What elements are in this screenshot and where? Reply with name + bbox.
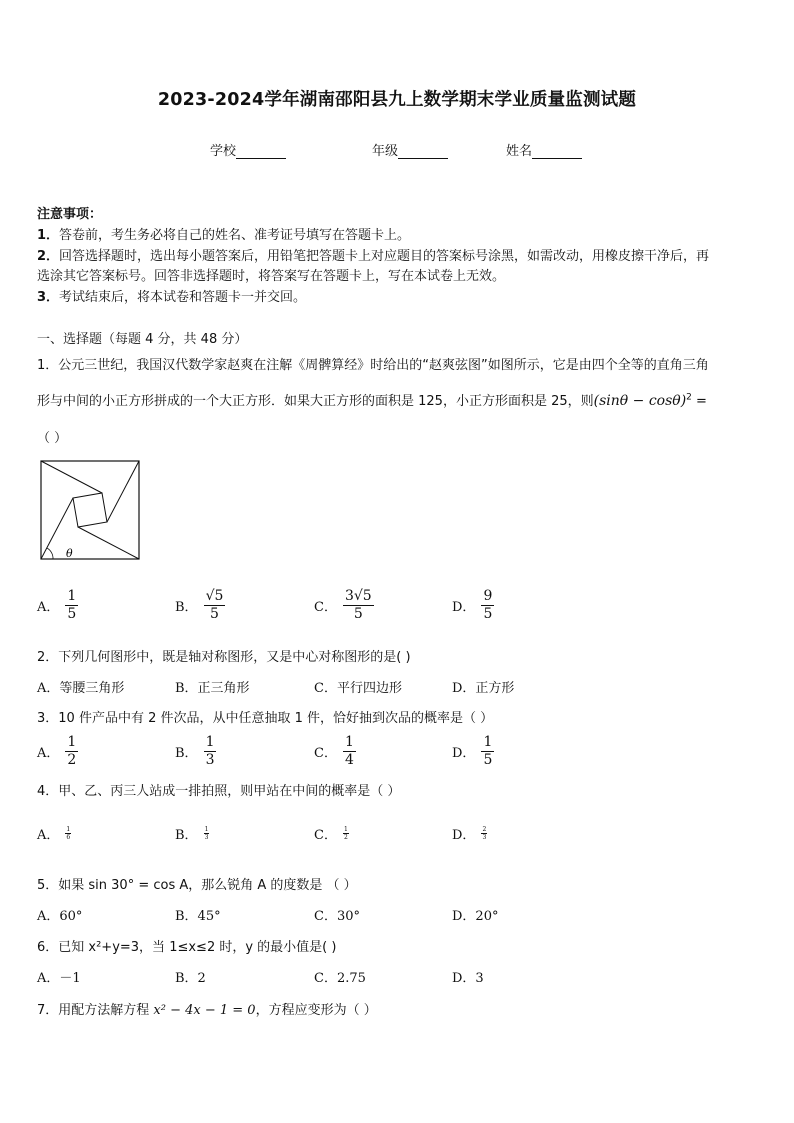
q5-option-d[interactable]: D．20° [452,909,499,924]
fraction [65,826,71,841]
q6-stem: 6．已知 x²+y=3，当 1≤x≤2 时，y 的最小值是( ) [37,940,337,955]
grade-blank[interactable] [398,144,448,159]
fraction [204,734,217,769]
q3-stem: 3．10 件产品中有 2 件次品，从中任意抽取 1 件，恰好抽到次品的概率是（ ） [37,711,494,726]
q2-option-b[interactable]: B．正三角形 [175,681,250,696]
q5-option-c[interactable]: C．30° [314,909,360,924]
note-3-text: 考试结束后，将本试卷和答题卡一并交回。 [59,290,307,305]
option-label: A． [37,600,60,615]
numerator: 1 [483,734,493,750]
option-label: D． [452,600,476,615]
q1-line-2 [37,390,707,409]
q4-option-a[interactable] [37,824,71,843]
fraction [481,734,494,769]
q1-option-c[interactable] [314,588,374,623]
q5-stem: 5．如果 sin 30° = cos A，那么锐角 A 的度数是 （ ） [37,878,357,893]
q2-option-d[interactable]: D．正方形 [452,681,515,696]
option-label: D． [452,746,476,761]
option-label: C． [314,600,337,615]
option-label: A． [37,746,60,761]
q3-option-b[interactable] [175,734,216,769]
section-heading: 一、选择题（每题 4 分，共 48 分） [37,332,248,347]
numerator: 1 [344,734,354,750]
notes-heading: 注意事项： [37,207,103,222]
q4-option-b[interactable] [175,824,209,843]
q6-option-a[interactable]: A．－1 [37,971,81,986]
numerator: √5 [205,588,224,604]
fraction [343,734,356,769]
note-2-text: 回答选择题时，选出每小题答案后，用铅笔把答题卡上对应题目的答案标号涂黑，如需改动，用橡皮擦干净后，再 [59,249,710,264]
q7-stem [37,999,377,1018]
triangle-edge-1 [41,461,102,493]
numerator: 9 [483,588,493,604]
note-3 [37,286,306,305]
q1-line-3: （ ） [37,431,68,446]
q7-equation: x² − 4x − 1 = 0 [153,1003,256,1018]
denominator: 3 [205,752,215,768]
name-label: 姓名 [506,144,533,159]
theta-label: θ [66,547,73,560]
q3-option-c[interactable] [314,734,356,769]
denominator: 5 [210,606,219,622]
option-label: D． [452,828,476,843]
q1-exponent: 2 [686,392,692,403]
option-label: B． [175,600,198,615]
grade-label: 年级 [372,144,399,159]
q4-stem: 4．甲、乙、丙三人站成一排拍照，则甲站在中间的概率是（ ） [37,784,401,799]
denominator: 5 [483,752,493,768]
fraction [343,588,374,623]
denominator: 5 [483,606,493,622]
q5-option-b[interactable]: B．45° [175,909,221,924]
q1-equals: = [691,394,707,409]
name-blank[interactable] [532,144,582,159]
q7-stem-tail: ，方程应变形为（ ） [255,1003,377,1018]
q1-option-b[interactable] [175,588,225,623]
fraction [204,826,210,841]
note-2-continued: 选涂其它答案标号。回答非选择题时，将答案写在答题卡上，写在本试卷上无效。 [37,269,506,284]
denominator: 2 [67,752,77,768]
denominator: 3 [204,834,209,841]
q5-option-a[interactable]: A．60° [37,909,83,924]
note-2-number: 2． [37,249,60,264]
denominator: 3 [482,834,487,841]
option-label: C． [314,828,337,843]
option-label: C． [314,746,337,761]
page-title: 2023-2024学年湖南邵阳县九上数学期末学业质量监测试题 [157,90,637,110]
option-label: A． [37,828,60,843]
denominator: 6 [66,834,71,841]
denominator: 5 [67,606,77,622]
q3-option-a[interactable] [37,734,78,769]
numerator: 1 [67,588,77,604]
numerator: 3√5 [344,588,372,604]
denominator: 4 [344,752,354,768]
name-field [506,140,582,159]
grade-field [372,140,448,159]
q3-option-d[interactable] [452,734,494,769]
numerator: 1 [67,734,77,750]
fraction [65,588,78,623]
q6-option-b[interactable]: B．2 [175,971,206,986]
denominator: 2 [343,834,348,841]
q1-expression: (sinθ − cosθ) [593,393,687,409]
q1-option-a[interactable] [37,588,78,623]
denominator: 5 [353,606,363,622]
q2-option-c[interactable]: C．平行四边形 [314,681,402,696]
note-1 [37,224,410,243]
fraction [481,826,487,841]
q4-option-d[interactable] [452,824,487,843]
school-label: 学校 [210,144,237,159]
q1-line-2-text: 形与中间的小正方形拼成的一个大正方形．如果大正方形的面积是 125，小正方形面积是 25，则 [37,394,594,409]
q7-stem-text: 7．用配方法解方程 [37,1003,154,1018]
note-3-number: 3． [37,290,60,305]
note-1-number: 1． [37,228,60,243]
numerator: 1 [66,826,71,833]
triangle-edge-3 [78,527,139,559]
small-square [73,493,107,527]
q6-option-d[interactable]: D．3 [452,971,484,986]
q1-option-d[interactable] [452,588,494,623]
numerator: 1 [205,734,215,750]
numerator: 2 [482,826,487,833]
fraction [65,734,78,769]
triangle-edge-2 [107,461,139,522]
school-blank[interactable] [236,144,286,159]
school-field [210,140,286,159]
angle-arc [47,548,53,559]
q1-line-1: 1．公元三世纪，我国汉代数学家赵爽在注解《周髀算经》时给出的“赵爽弦图”如图所示，它是由四个全等的直角三角 [37,358,709,373]
big-square [41,461,139,559]
zhaoshuang-diagram [40,460,141,562]
note-1-text: 答卷前，考生务必将自己的姓名、准考证号填写在答题卡上。 [59,228,411,243]
q2-option-a[interactable]: A．等腰三角形 [37,681,125,696]
numerator: 1 [204,826,209,833]
option-label: B． [175,746,198,761]
q2-stem: 2．下列几何图形中，既是轴对称图形，又是中心对称图形的是( ) [37,650,411,665]
option-label: B． [175,828,198,843]
fraction [204,588,226,623]
q6-option-c[interactable]: C．2.75 [314,971,366,986]
q4-option-c[interactable] [314,824,349,843]
note-2 [37,245,709,264]
numerator: 1 [343,826,348,833]
fraction [481,588,494,623]
fraction [343,826,349,841]
